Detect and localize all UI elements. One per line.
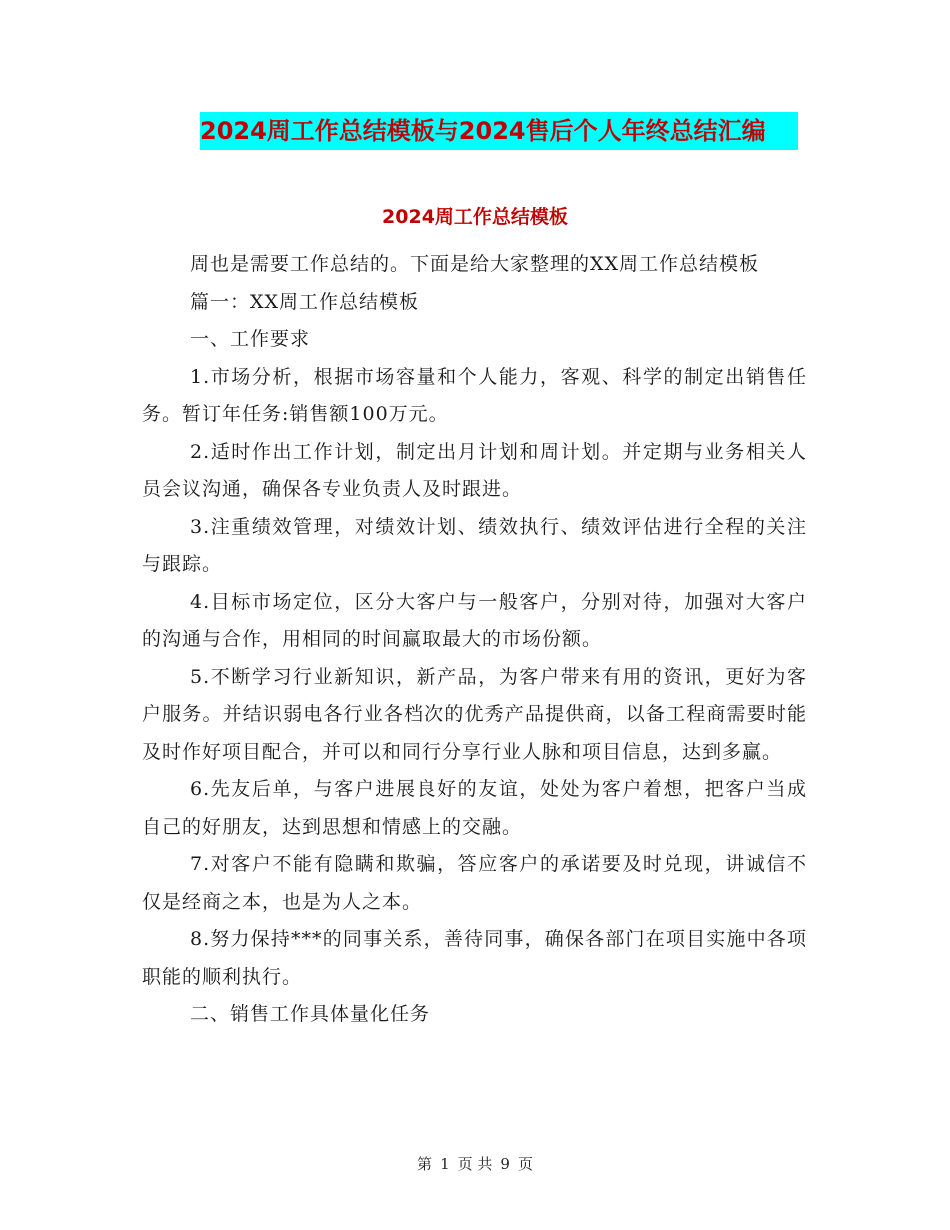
paragraph: 一、工作要求: [190, 328, 311, 350]
paragraph: 3.注重绩效管理，对绩效计划、绩效执行、绩效评估进行全程的关注与跟踪。: [142, 515, 807, 575]
paragraph: 1.市场分析，根据市场容量和个人能力，客观、科学的制定出销售任务。暂订年任务:销售额100万元。: [142, 365, 807, 425]
footer-suffix: 页: [517, 1155, 533, 1173]
paragraph: 4.目标市场定位，区分大客户与一般客户，分别对待，加强对大客户的沟通与合作，用相同的时间赢取最大的市场份额。: [142, 590, 807, 650]
page-footer: [0, 1152, 950, 1176]
paragraph: 6.先友后单，与客户进展良好的友谊，处处为客户着想，把客户当成自己的好朋友，达到思想和情感上的交融。: [142, 778, 807, 838]
paragraph: 二、销售工作具体量化任务: [190, 1003, 431, 1025]
footer-total-pages: 9: [500, 1155, 510, 1173]
footer-prefix: 第: [417, 1155, 433, 1173]
paragraph: 篇一：XX周工作总结模板: [190, 290, 420, 313]
paragraph: 8.努力保持***的同事关系，善待同事，确保各部门在项目实施中各项职能的顺利执行。: [142, 928, 807, 988]
document-body: [142, 246, 807, 1034]
paragraph: 7.对客户不能有隐瞒和欺骗，答应客户的承诺要及时兑现，讲诚信不仅是经商之本，也是为人之本。: [142, 853, 807, 913]
paragraph: 5.不断学习行业新知识，新产品，为客户带来有用的资讯，更好为客户服务。并结识弱电各行业各档次的优秀产品提供商，以备工程商需要时能及时作好项目配合，并可以和同行分享行业人脉和项目信息，达到多赢。: [142, 665, 807, 763]
section-title: 2024周工作总结模板: [382, 206, 568, 228]
paragraph: 周也是需要工作总结的。下面是给大家整理的XX周工作总结模板: [190, 253, 760, 275]
document-title: 2024周工作总结模板与2024售后个人年终总结汇编: [200, 112, 798, 150]
footer-mid: 页 共: [457, 1155, 493, 1173]
footer-page-number: 1: [440, 1155, 450, 1173]
paragraph: 2.适时作出工作计划，制定出月计划和周计划。并定期与业务相关人员会议沟通，确保各专业负责人及时跟进。: [142, 440, 807, 500]
